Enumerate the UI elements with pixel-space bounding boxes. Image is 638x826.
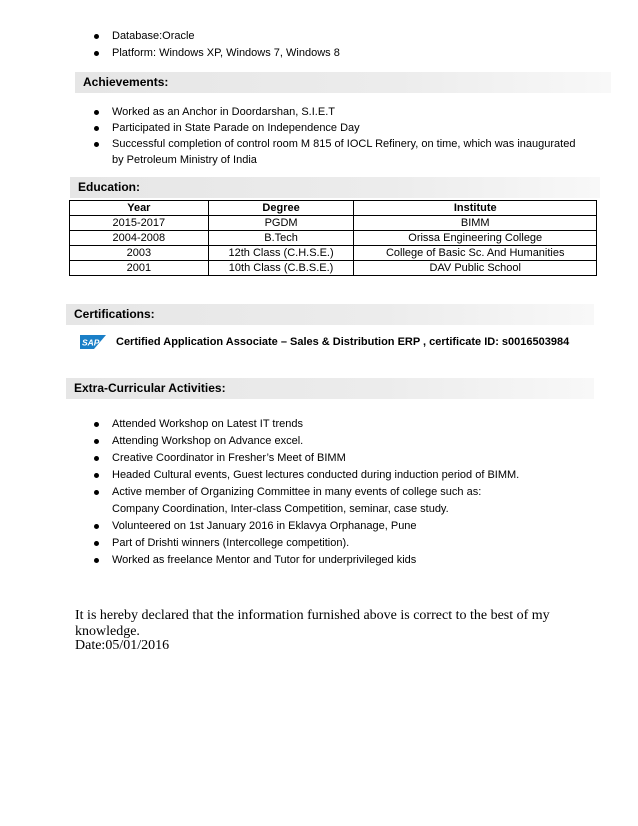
extra-curricular-list — [94, 416, 520, 569]
date-text: Date:05/01/2016 — [75, 638, 170, 653]
cell-year: 2001 — [70, 261, 209, 276]
education-heading: Education: — [70, 177, 600, 198]
cell-institute: BIMM — [354, 216, 597, 231]
cell-year: 2004-2008 — [70, 231, 209, 246]
certification-entry — [80, 333, 569, 351]
cell-year: 2003 — [70, 246, 209, 261]
declaration-text: It is hereby declared that the information furnished above is correct to the best of my knowledge. — [75, 608, 550, 639]
certification-text: Certified Application Associate – Sales & Distribution ERP , certificate ID: s0016503984 — [116, 336, 570, 348]
list-item: Attended Workshop on Latest IT trends — [94, 416, 514, 433]
achievements-list — [94, 104, 584, 168]
extra-curricular-heading: Extra-Curricular Activities: — [66, 378, 594, 399]
certifications-heading: Certifications: — [66, 304, 594, 325]
list-item: Successful completion of control room M 815 of IOCL Refinery, on time, which was inaugurated by Petroleum Ministry of India — [94, 136, 584, 168]
achievements-heading: Achievements: — [75, 72, 611, 93]
list-item: Database:Oracle — [94, 28, 584, 44]
cell-degree: PGDM — [208, 216, 354, 231]
cell-institute: DAV Public School — [354, 261, 597, 276]
list-item: Part of Drishti winners (Intercollege competition). — [94, 535, 514, 552]
cell-degree: 10th Class (C.B.S.E.) — [208, 261, 354, 276]
list-item: Platform: Windows XP, Windows 7, Windows 8 — [94, 45, 584, 61]
list-item: Worked as freelance Mentor and Tutor for underprivileged kids — [94, 552, 514, 569]
sap-logo-icon — [80, 335, 106, 349]
table-row — [70, 261, 597, 276]
cell-year: 2015-2017 — [70, 216, 209, 231]
table-header-row — [70, 201, 597, 216]
cell-degree: 12th Class (C.H.S.E.) — [208, 246, 354, 261]
list-item: Worked as an Anchor in Doordarshan, S.I.E.T — [94, 104, 584, 120]
column-header-degree: Degree — [208, 201, 354, 216]
list-item: Volunteered on 1st January 2016 in Eklavya Orphanage, Pune — [94, 518, 514, 535]
column-header-year: Year — [70, 201, 209, 216]
list-item: Attending Workshop on Advance excel. — [94, 433, 514, 450]
sap-logo-text: SAP — [82, 337, 100, 348]
table-row — [70, 246, 597, 261]
skills-list — [94, 28, 584, 61]
list-item: Creative Coordinator in Fresher’s Meet of BIMM — [94, 450, 514, 467]
list-item: Active member of Organizing Committee in many events of college such as: Company Coordination, Inter-class Competition, seminar, case study. — [94, 484, 514, 518]
table-row — [70, 216, 597, 231]
cell-institute: College of Basic Sc. And Humanities — [354, 246, 597, 261]
cell-degree: B.Tech — [208, 231, 354, 246]
cell-institute: Orissa Engineering College — [354, 231, 597, 246]
table-row — [70, 231, 597, 246]
education-table — [69, 200, 597, 276]
column-header-institute: Institute — [354, 201, 597, 216]
list-item: Headed Cultural events, Guest lectures conducted during induction period of BIMM. — [94, 467, 592, 484]
list-item: Participated in State Parade on Independence Day — [94, 120, 584, 136]
